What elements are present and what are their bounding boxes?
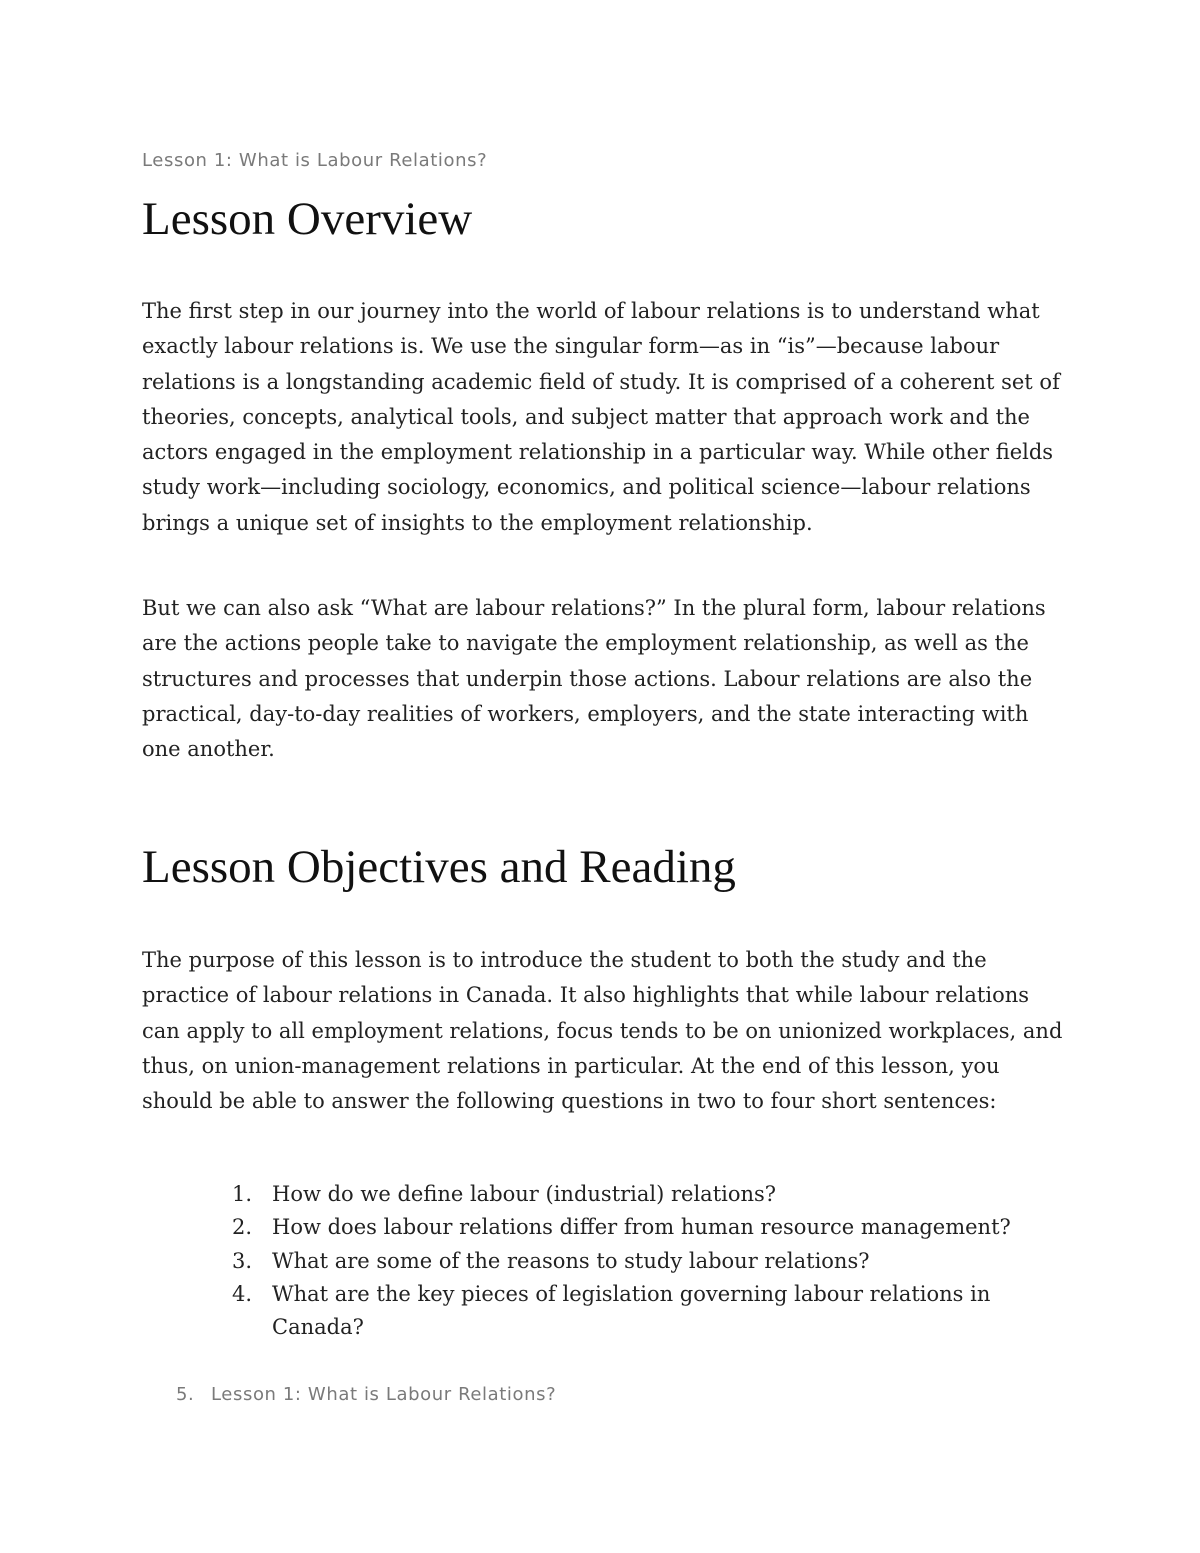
question-item xyxy=(232,1278,1062,1345)
question-number: 3. xyxy=(232,1248,253,1273)
footer-text: Lesson 1: What is Labour Relations? xyxy=(211,1384,557,1405)
question-item xyxy=(232,1211,1062,1244)
overview-paragraph-2: But we can also ask “What are labour relations?” In the plural form, labour relations are the actions people take to navigate the employment relationship, as well as the structures and processes that underpin those actions. Labour relations are also the practical, day-to-day realities of workers, employers, and the state interacting with one another. xyxy=(142,596,1046,762)
question-text: How does labour relations differ from human resource management? xyxy=(272,1215,1011,1240)
footer-list-item xyxy=(176,1384,556,1405)
question-item xyxy=(232,1178,1062,1211)
objectives-paragraph: The purpose of this lesson is to introduce the student to both the study and the practice of labour relations in Canada. It also highlights that while labour relations can apply to all employment relations, focus tends to be on unionized workplaces, and thus, on union-management relations in particular. At the end of this lesson, you should be able to answer the following questions in two to four short sentences: xyxy=(142,948,1063,1114)
question-number: 2. xyxy=(232,1215,253,1240)
questions-list xyxy=(232,1178,1062,1344)
overview-paragraph-1: The first step in our journey into the world of labour relations is to understand what exactly labour relations is. We use the singular form—as in “is”—because labour relations is a longstanding academic field of study. It is comprised of a coherent set of theories, concepts, analytical tools, and subject matter that approach work and the actors engaged in the employment relationship in a particular way. While other fields study work—including sociology, economics, and political science—labour relations brings a unique set of insights to the employment relationship. xyxy=(142,299,1060,535)
question-text: How do we define labour (industrial) relations? xyxy=(272,1182,777,1206)
footer-number: 5. xyxy=(176,1384,195,1405)
lesson-overview-heading: Lesson Overview xyxy=(142,193,473,245)
question-item xyxy=(232,1245,1062,1278)
question-text: What are the key pieces of legislation governing labour relations in Canada? xyxy=(272,1281,991,1340)
question-number: 4. xyxy=(232,1281,253,1306)
running-header: Lesson 1: What is Labour Relations? xyxy=(142,150,488,171)
question-text: What are some of the reasons to study labour relations? xyxy=(272,1248,870,1273)
question-number: 1. xyxy=(232,1182,253,1206)
lesson-objectives-heading: Lesson Objectives and Reading xyxy=(142,841,736,893)
